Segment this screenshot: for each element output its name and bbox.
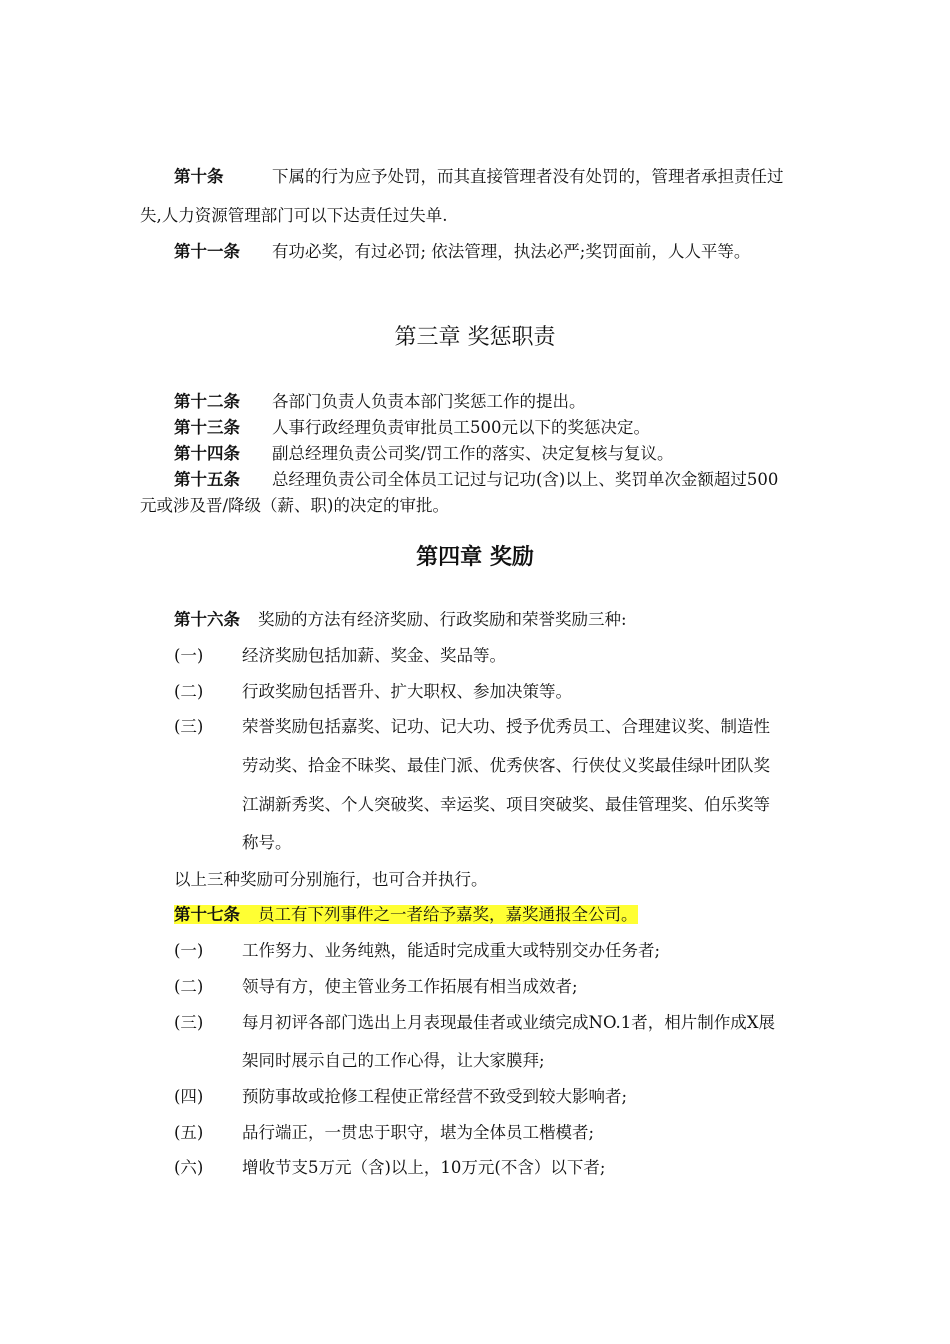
list-item-number: (四)	[174, 1087, 204, 1106]
article-12	[174, 391, 586, 413]
chapter-3-heading: 第三章 奖惩职责	[394, 325, 556, 350]
article-11	[174, 241, 750, 263]
article-14	[174, 443, 674, 465]
article-text: 员工有下列事件之一者给予嘉奖，嘉奖通报全公司。	[258, 905, 638, 924]
list-item: 品行端正，一贯忠于职守，堪为全体员工楷模者;	[242, 1123, 595, 1142]
list-item: 经济奖励包括加薪、奖金、奖品等。	[242, 646, 506, 665]
list-item-number: (三)	[174, 717, 204, 736]
list-item: 增收节支5万元（含)以上，10万元(不含）以下者;	[242, 1158, 606, 1177]
list-item-number: (二)	[174, 682, 204, 701]
list-item-number: (二)	[174, 977, 204, 996]
list-item: 行政奖励包括晋升、扩大职权、参加决策等。	[242, 682, 572, 701]
list-item: 荣誉奖励包括嘉奖、记功、记大功、授予优秀员工、合理建议奖、制造性	[242, 717, 770, 736]
article-text: 有功必奖，有过必罚; 依法管理，执法必严;奖罚面前，人人平等。	[272, 242, 751, 261]
article-text: 奖励的方法有经济奖励、行政奖励和荣誉奖励三种:	[258, 610, 627, 629]
list-item-continuation: 称号。	[242, 833, 292, 852]
article-17	[174, 904, 638, 926]
article-label: 第十五条	[174, 470, 240, 489]
chapter-4-heading: 第四章 奖励	[416, 545, 534, 570]
article-15	[174, 469, 778, 491]
list-item-continuation: 江湖新秀奖、个人突破奖、幸运奖、项目突破奖、最佳管理奖、伯乐奖等	[242, 795, 770, 814]
article-text: 下属的行为应予处罚，而其直接管理者没有处罚的，管理者承担责任过	[272, 167, 784, 186]
article-label: 第十条	[174, 167, 224, 186]
article-10-continuation: 失,人力资源管理部门可以下达责任过失单.	[140, 206, 448, 225]
article-13	[174, 417, 650, 439]
article-16-footer: 以上三种奖励可分别施行，也可合并执行。	[174, 870, 488, 889]
article-text: 副总经理负责公司奖/罚工作的落实、决定复核与复议。	[272, 444, 674, 463]
article-label: 第十四条	[174, 444, 240, 463]
list-item-number: (三)	[174, 1013, 204, 1032]
list-item-number: (五)	[174, 1123, 204, 1142]
article-label: 第十六条	[174, 610, 240, 629]
list-item-number: (一)	[174, 646, 204, 665]
list-item: 每月初评各部门选出上月表现最佳者或业绩完成NO.1者，相片制作成X展	[242, 1013, 775, 1032]
article-text: 各部门负责人负责本部门奖惩工作的提出。	[272, 392, 586, 411]
article-15-continuation: 元或涉及晋/降级（薪、职)的决定的审批。	[140, 496, 449, 515]
list-item-continuation: 劳动奖、拾金不昧奖、最佳门派、优秀侠客、行侠仗义奖最佳绿叶团队奖	[242, 756, 770, 775]
article-label: 第十二条	[174, 392, 240, 411]
list-item: 领导有方，使主管业务工作拓展有相当成效者;	[242, 977, 578, 996]
list-item: 工作努力、业务纯熟，能适时完成重大或特别交办任务者;	[242, 941, 661, 960]
list-item: 预防事故或抢修工程使正常经营不致受到较大影响者;	[242, 1087, 628, 1106]
article-label: 第十七条	[174, 905, 240, 924]
article-16	[174, 609, 627, 631]
article-label: 第十三条	[174, 418, 240, 437]
list-item-continuation: 架同时展示自己的工作心得，让大家膜拜;	[242, 1051, 545, 1070]
article-10	[174, 166, 784, 188]
list-item-number: (一)	[174, 941, 204, 960]
highlighted-text	[174, 905, 638, 924]
article-label: 第十一条	[174, 242, 240, 261]
list-item-number: (六)	[174, 1158, 204, 1177]
article-text: 总经理负责公司全体员工记过与记功(含)以上、奖罚单次金额超过500	[272, 470, 779, 489]
article-text: 人事行政经理负责审批员工500元以下的奖惩决定。	[272, 418, 650, 437]
